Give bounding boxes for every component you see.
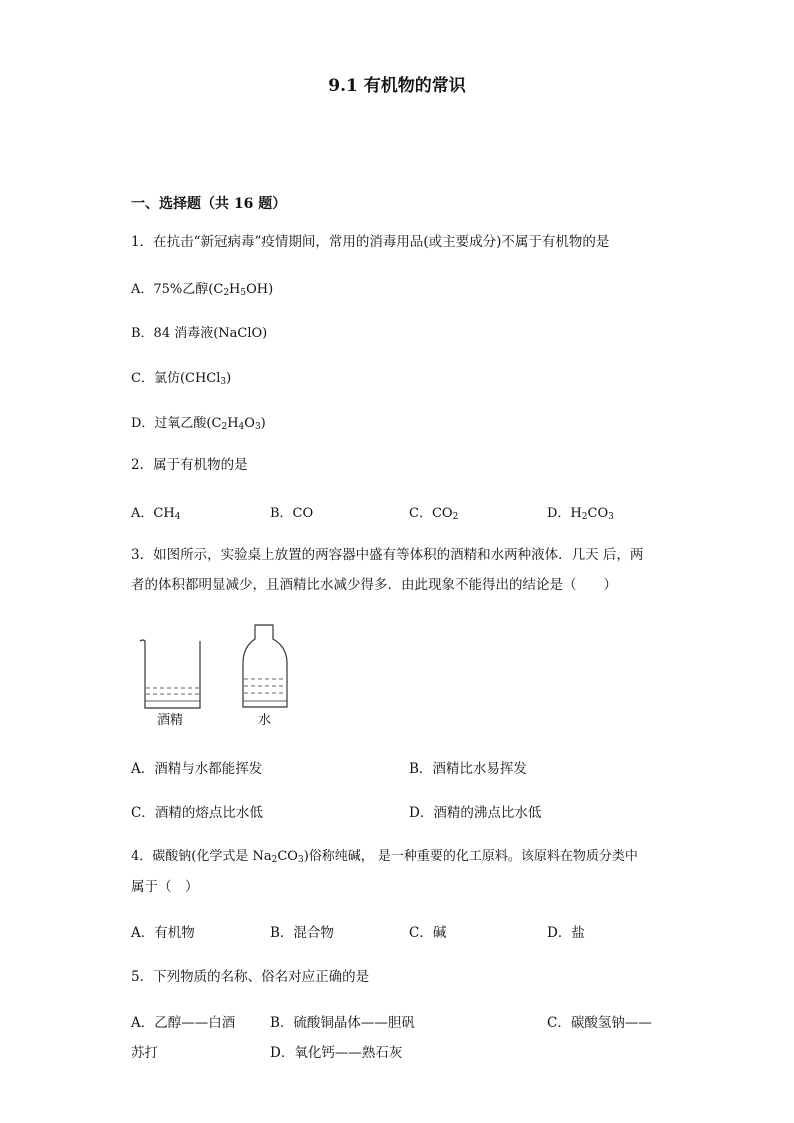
question-2-option-a: A．$CH_4$	[131, 506, 181, 522]
question-4-stem-line2: 属于（ ）	[131, 879, 199, 895]
question-4-option-d: D．盐	[547, 925, 585, 941]
question-5-option-b: B．硫酸铜晶体——胆矾	[270, 1015, 415, 1031]
question-1-stem: 1．在抗击“新冠病毒”疫情期间，常用的消毒用品(或主要成分)不属于有机物的是	[131, 234, 610, 250]
question-4-option-b: B．混合物	[270, 925, 334, 941]
beaker-figure	[138, 638, 203, 710]
question-1-option-b: B．84 消毒液(NaClO)	[131, 326, 268, 341]
question-4-option-a: A．有机物	[131, 925, 195, 941]
figure-label-alcohol: 酒精	[157, 713, 184, 728]
question-5-option-a: A．乙醇——白酒	[131, 1015, 236, 1031]
question-3-option-c: C．酒精的熔点比水低	[131, 805, 263, 821]
question-5-option-d: D．氧化钙——熟石灰	[270, 1045, 403, 1061]
page-title: 9.1 有机物的常识	[328, 76, 466, 96]
question-5-stem: 5．下列物质的名称、俗名对应正确的是	[131, 969, 370, 985]
question-4-option-c: C．碱	[409, 925, 447, 941]
figure-label-water: 水	[258, 713, 272, 728]
section-heading: 一、选择题（共 16 题）	[131, 196, 287, 212]
question-5-option-c-line1: C．碳酸氢钠——	[547, 1015, 652, 1031]
question-3-option-a: A．酒精与水都能挥发	[131, 761, 263, 777]
question-2-option-c: C．$CO_2$	[409, 506, 459, 522]
question-5-option-c-line2: 苏打	[131, 1045, 158, 1061]
bottle-figure	[240, 623, 290, 711]
question-3-option-b: B．酒精比水易挥发	[409, 761, 527, 777]
question-3-option-d: D．酒精的沸点比水低	[409, 805, 542, 821]
question-3-stem-line1: 3．如图所示，实验桌上放置的两容器中盛有等体积的酒精和水两种液体．几天 后，两	[131, 547, 644, 563]
question-2-option-d: D．$H_2CO_3$	[547, 506, 614, 522]
question-3-stem-line2: 者的体积都明显减少，且酒精比水减少得多．由此现象不能得出的结论是（ ）	[131, 577, 617, 593]
question-1-option-c: C．氯仿(CHCl$_3$)	[131, 371, 232, 387]
question-2-option-b: B．CO	[270, 506, 314, 521]
question-1-option-d: D．过氧乙酸$(C_2H_4O_3)$	[131, 416, 266, 432]
question-2-stem: 2．属于有机物的是	[131, 457, 248, 473]
question-1-option-a: A．75%乙醇$(C_2H_5OH)$	[131, 282, 274, 298]
question-4-stem-line1: 4．碳酸钠(化学式是 $Na_2CO_3$)俗称纯碱， 是一种重要的化工原料。该原料在物质分类中	[131, 849, 638, 865]
